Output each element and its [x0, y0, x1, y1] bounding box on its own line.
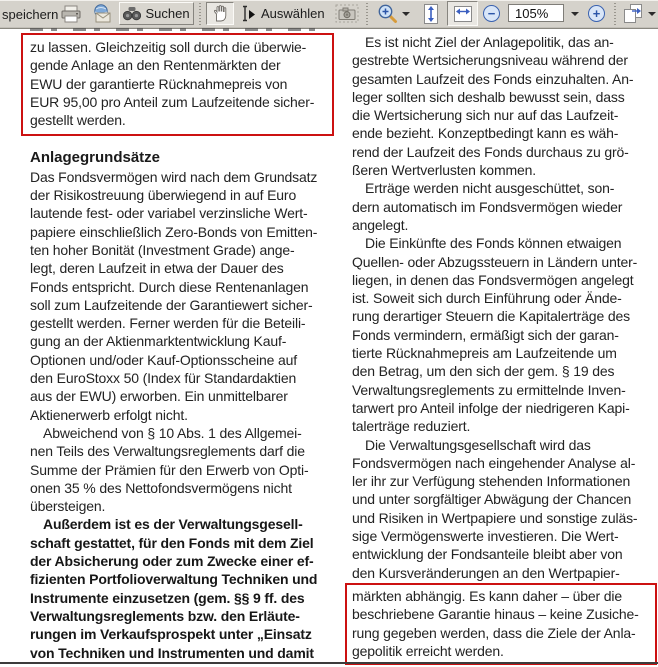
email-icon — [90, 4, 114, 24]
text-line: Die Verwaltungsgesellschaft wird das — [365, 436, 591, 453]
text-line: gende Anlage an den Rentenmärkten der — [30, 57, 281, 74]
text-line: rend der Laufzeit des Fonds durchaus zu grö- — [352, 143, 629, 160]
toolbar — [0, 0, 658, 29]
pages-icon — [622, 3, 644, 24]
document-page — [0, 29, 658, 667]
text-line: übersteigen. — [30, 498, 106, 515]
text-line: Die Einkünfte des Fonds können etwaigen — [365, 235, 622, 252]
chevron-down-icon — [648, 12, 656, 16]
text-line: liegen, in denen das Fondsvermögen angelegt — [352, 271, 634, 288]
text-line: ist. Soweit sich durch Einführung oder Ände- — [352, 290, 622, 307]
binoculars-icon — [123, 6, 141, 21]
text-line: gestellt werden. — [30, 112, 126, 129]
text-line: entwicklung der Fondsanteile bleibt aber von — [352, 546, 623, 563]
fit-height-button[interactable] — [417, 2, 445, 25]
fit-width-button[interactable] — [447, 1, 478, 26]
right-column — [345, 33, 657, 665]
text-line: und Risiken in Wertpapiere und sonstige zuläs- — [352, 509, 638, 526]
fit-width-icon — [452, 4, 474, 24]
zoom-tool-button[interactable] — [373, 2, 413, 25]
printer-icon — [60, 4, 82, 24]
text-line: beschriebene Garantie hinaus – keine Zusiche- — [352, 606, 639, 623]
select-tool-button[interactable] — [237, 2, 325, 25]
text-line: Quellen- oder Abzugssteuern in Ländern unter- — [352, 253, 638, 270]
text-line: rung gegeben werden, dass die Ziele der Anla- — [352, 624, 636, 641]
text-line: rungen im Verkaufsprospekt unter „Einsatz — [30, 626, 312, 643]
camera-icon — [335, 4, 359, 23]
print-button[interactable] — [57, 2, 85, 25]
text-line: den Betrag, um den sich der gem. § 19 des — [352, 363, 615, 380]
text-line: fizienten Portfolioverwaltung Techniken und — [30, 571, 318, 588]
chevron-down-icon — [402, 12, 410, 16]
zoom-dropdown-button[interactable] — [568, 4, 582, 23]
paragraph — [30, 424, 334, 515]
text-line: Das Fondsvermögen wird nach dem Grundsatz — [30, 168, 318, 185]
text-select-icon — [241, 5, 257, 22]
search-button-label: Suchen — [145, 6, 190, 21]
text-line: Außerdem ist es der Verwaltungsgesell- — [43, 516, 303, 533]
paragraph-bold — [30, 515, 334, 661]
text-line: den EuroStoxx 50 (Index für Standardaktien — [30, 370, 297, 387]
text-line: papiere einschließlich Zero-Bonds von Emitten- — [30, 223, 318, 240]
text-line: Verwaltungsreglements bzw. den Erläute- — [30, 607, 300, 624]
search-button[interactable] — [119, 2, 194, 25]
text-line: den Kursveränderungen an den Wertpapier- — [352, 564, 620, 581]
hand-icon — [211, 4, 230, 23]
text-line: nen Teils des Verwaltungsreglements darf die — [30, 443, 305, 460]
zoom-level-field[interactable] — [508, 4, 564, 22]
text-line: lautende fest- oder variabel verzinsliche Wert- — [30, 205, 308, 222]
text-line: Fondsvermögen nach eingehender Analyse al- — [352, 454, 636, 471]
magnifier-icon — [377, 3, 398, 24]
save-copy-button[interactable]: speichern — [2, 7, 59, 22]
text-line: ende bezieht. Konzeptbedingt kann es wäh- — [352, 125, 619, 142]
plus-circle-icon: + — [588, 5, 605, 22]
text-line: leger sollten sich deshalb bewusst sein, dass — [352, 88, 625, 105]
text-line: ten hoher Bonität (Investment Grade) ange- — [30, 241, 295, 258]
snapshot-button[interactable] — [332, 2, 362, 25]
text-line: Optionen und/oder Kauf-Optionsscheine auf — [30, 351, 298, 368]
text-line: Erträge werden nicht ausgeschüttet, son- — [365, 180, 615, 197]
text-line: Fonds vermindern, ermäßigt sich der garan- — [352, 326, 619, 343]
text-line: gung an der Aktienmarktentwicklung Kauf- — [30, 333, 287, 350]
text-line: gestellt werden. Ferner werden für die Beteili- — [30, 315, 306, 332]
text-line: EUR 95,00 pro Anteil zum Laufzeitende sicher- — [30, 93, 315, 110]
text-line: der Absicherung oder zum Zwecke einer ef- — [30, 553, 314, 570]
text-line: ßeren Wertverlusten kommen. — [352, 162, 536, 179]
text-line: EWU der garantierte Rücknahmepreis von — [30, 75, 288, 92]
text-line: angelegt. — [352, 216, 409, 233]
paragraph — [352, 436, 657, 582]
text-line: Instrumente einzusetzen (gem. §§ 9 ff. des — [30, 589, 305, 606]
text-line: zu lassen. Gleichzeitig soll durch die überwie- — [30, 39, 307, 55]
text-line: dern automatisch im Fondsvermögen wieder — [352, 198, 623, 215]
highlight-annotation-box — [21, 33, 334, 136]
text-line: Aktienerwerb erfolgt nicht. — [30, 406, 188, 423]
text-line: Es ist nicht Ziel der Anlagepolitik, das an- — [365, 34, 614, 50]
section-heading: Anlagegrundsätze — [30, 149, 161, 167]
paragraph — [352, 33, 657, 179]
text-line: Summe der Prämien für den Erwerb von Opti- — [30, 461, 309, 478]
text-line: aus der EWU) erworben. Ein unmittelbarer — [30, 388, 288, 405]
text-line: gestrebte Wertsicherungsniveau während der — [352, 52, 628, 69]
page-view-button[interactable] — [621, 2, 657, 25]
email-button[interactable] — [88, 2, 116, 25]
page-bottom-rule — [0, 662, 658, 664]
text-line: talerträge reduziert. — [352, 418, 471, 435]
text-line: soll zum Laufzeitende der Garantiewert sicher- — [30, 296, 313, 313]
text-line: tarwert pro Anteil infolge der niedrigeren Kapi- — [352, 399, 630, 416]
left-column — [21, 33, 334, 662]
minus-circle-icon: − — [483, 5, 500, 22]
text-line: Verwaltungsreglements zu ermittelnde Inven- — [352, 381, 626, 398]
clipped-text-line — [30, 28, 326, 31]
select-tool-label: Auswählen — [261, 6, 325, 21]
text-line: tierte Rücknahmepreis am Laufzeitende um — [352, 345, 617, 362]
chevron-down-icon — [571, 12, 579, 16]
toolbar-separator — [614, 3, 618, 25]
text-line: und unter sorgfältiger Abwägung der Chancen — [352, 491, 632, 508]
text-line: von Techniken und Instrumenten und damit — [30, 644, 314, 661]
text-line: sige Vermögenswerte investieren. Die Wert- — [352, 528, 619, 545]
text-line: onen 35 % des Nettofondsvermögens nicht — [30, 479, 292, 496]
highlight-annotation-box — [345, 583, 657, 665]
text-line: rung derartiger Steuern die Kapitalerträge des — [352, 308, 630, 325]
text-line: gesamten Laufzeit des Fonds einzuhalten. An- — [352, 70, 634, 87]
zoom-out-button[interactable] — [481, 4, 502, 23]
paragraph — [352, 179, 657, 234]
zoom-in-button[interactable] — [586, 4, 607, 23]
hand-tool-button[interactable] — [206, 2, 234, 25]
text-line: ler ihr zur Verfügung stehenden Informationen — [352, 473, 631, 490]
text-line: Fonds entspricht. Durch diese Rentenanlagen — [30, 278, 309, 295]
text-line: märkten abhängig. Es kann daher – über die — [352, 587, 622, 604]
text-line: die Wertsicherung sich nur auf das Laufzeit- — [352, 107, 619, 124]
text-line: der Risikostreuung überwiegend in auf Euro — [30, 187, 297, 204]
paragraph — [30, 168, 334, 424]
fit-height-icon — [421, 3, 441, 25]
toolbar-separator — [199, 3, 203, 25]
text-line: gepolitik erreicht werden. — [352, 642, 504, 659]
paragraph — [352, 234, 657, 435]
text-line: legt, deren Laufzeit in etwa der Dauer des — [30, 260, 284, 277]
text-line: schaft gestattet, für den Fonds mit dem Ziel — [30, 534, 314, 551]
text-line: Abweichend von § 10 Abs. 1 des Allgemei- — [43, 424, 302, 441]
toolbar-separator — [366, 3, 370, 25]
